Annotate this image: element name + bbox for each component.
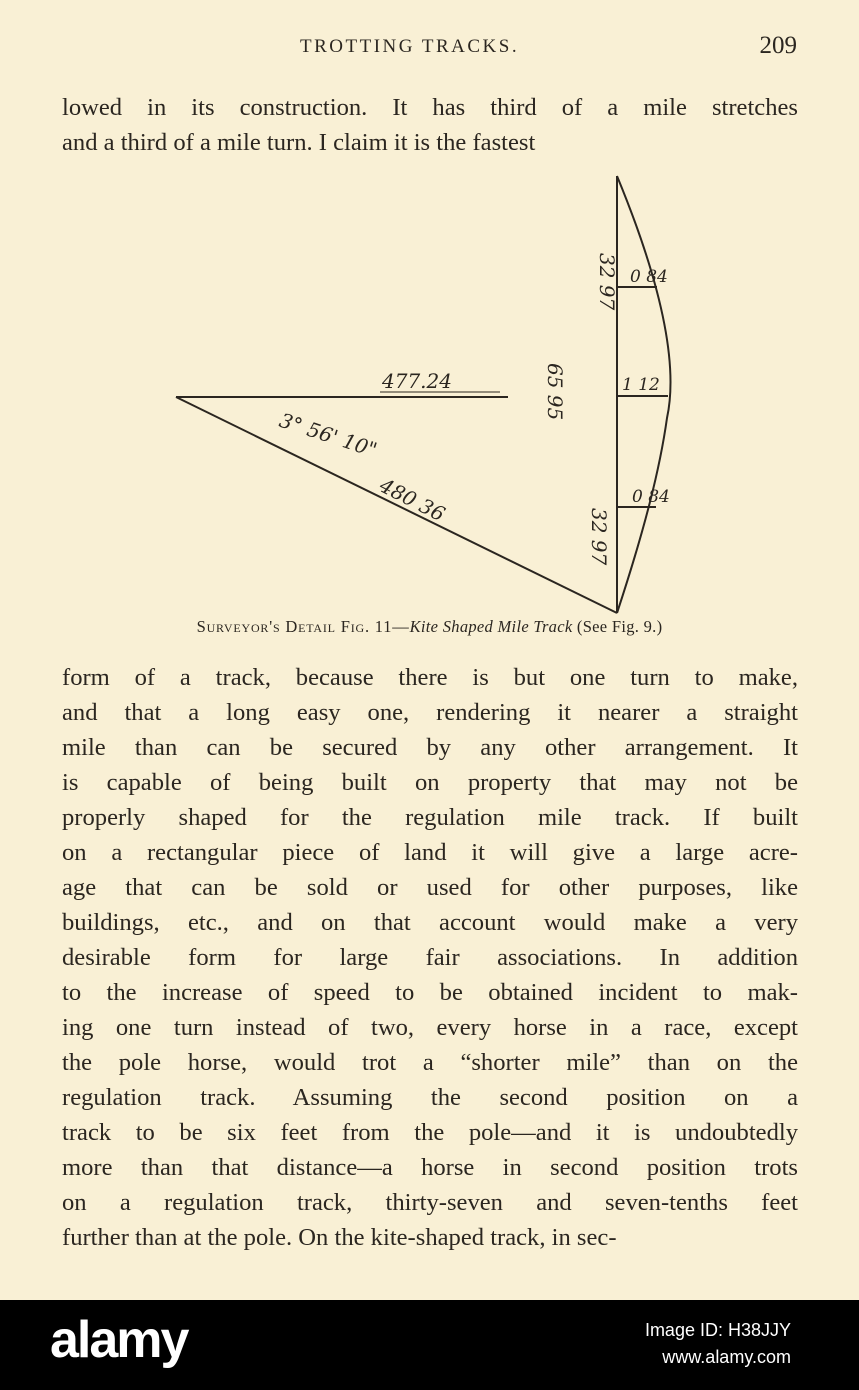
text-line: ing one turn instead of two, every horse in a race, except xyxy=(62,1014,798,1041)
text-line: to the increase of speed to be obtained incident to mak- xyxy=(62,979,798,1006)
text-line: further than at the pole. On the kite-shaped track, in sec- xyxy=(62,1224,617,1251)
text-line: and that a long easy one, rendering it nearer a straight xyxy=(62,699,798,726)
text-line: buildings, etc., and on that account would make a very xyxy=(62,909,798,936)
paragraph-top xyxy=(62,90,798,160)
label-angle: 3° 56' 10" xyxy=(276,407,380,462)
text-line: lowed in its construction. It has third of a mile stretches xyxy=(62,94,798,121)
label-bottom-stretch: 32 97 xyxy=(587,508,611,566)
label-base-line: 477.24 xyxy=(382,369,452,393)
site-url: www.alamy.com xyxy=(662,1347,791,1367)
text-line: the pole horse, would trot a “shorter mile” than on the xyxy=(62,1049,798,1076)
text-line: track to be six feet from the pole—and it is undoubtedly xyxy=(62,1119,798,1146)
kite-track-diagram xyxy=(0,168,859,618)
paragraph-bottom xyxy=(62,660,798,1255)
caption-prefix: Surveyor's Detail Fig. 11— xyxy=(196,617,410,636)
label-offset-lower: 0 84 xyxy=(632,487,670,507)
text-line: on a rectangular piece of land it will give a large acre- xyxy=(62,839,798,866)
figure-caption xyxy=(0,617,859,637)
label-top-stretch: 32 97 xyxy=(595,253,619,311)
text-line: mile than can be secured by any other arrangement. It xyxy=(62,734,798,761)
alamy-logo: alamy xyxy=(50,1311,188,1369)
label-offset-middle: 1 12 xyxy=(622,375,660,395)
text-line: on a regulation track, thirty-seven and seven-tenths feet xyxy=(62,1189,798,1216)
label-middle-stretch: 65 95 xyxy=(543,363,567,421)
text-line: age that can be sold or used for other purposes, like xyxy=(62,874,798,901)
text-line: desirable form for large fair associations. In addition xyxy=(62,944,798,971)
image-id: Image ID: H38JJY xyxy=(644,1320,791,1340)
text-line: regulation track. Assuming the second position on a xyxy=(62,1084,798,1111)
text-line: more than that distance—a horse in second position trots xyxy=(62,1154,798,1181)
running-title: TROTTING TRACKS. xyxy=(300,36,520,57)
running-head xyxy=(0,32,859,66)
label-offset-upper: 0 84 xyxy=(630,267,668,287)
label-hypotenuse: 480 36 xyxy=(375,473,449,527)
text-line: is capable of being built on property that may not be xyxy=(62,769,798,796)
text-line: form of a track, because there is but one turn to make, xyxy=(62,664,798,691)
text-line: properly shaped for the regulation mile track. If built xyxy=(62,804,798,831)
caption-title: Kite Shaped Mile Track xyxy=(409,617,573,636)
caption-suffix: (See Fig. 9.) xyxy=(576,617,663,636)
text-line: and a third of a mile turn. I claim it is the fastest xyxy=(62,129,536,156)
page-number: 209 xyxy=(759,32,797,59)
